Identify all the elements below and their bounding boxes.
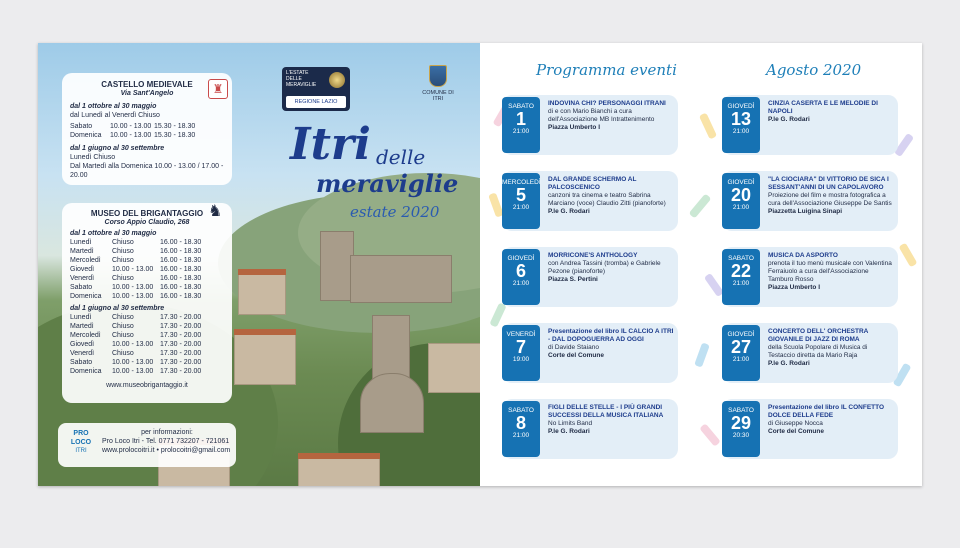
event-date-box: [722, 97, 760, 153]
contact-email[interactable]: prolocoitri@gmail.com: [160, 447, 231, 454]
event-weekday: GIOVEDÌ: [727, 331, 755, 338]
event-card: [722, 247, 898, 307]
event-description: di Giuseppe Nocca: [768, 420, 823, 427]
event-place: Piazza S. Pertini: [548, 276, 598, 283]
event-card: [502, 323, 678, 383]
regione-lazio-logo: REGIONE LAZIO: [286, 96, 346, 108]
village-roof: [234, 329, 296, 335]
event-time: 21:00: [512, 204, 530, 211]
event-place: Corte del Comune: [768, 428, 824, 435]
hours-row: Sabato 10.00 - 13.00 16.00 - 18.30: [70, 284, 202, 291]
event-card: [502, 171, 678, 231]
event-weekday: SABATO: [728, 407, 754, 414]
event-title: FIGLI DELLE STELLE - I PIÙ GRANDI SUCCESSI DELLA MUSICA ITALIANA: [548, 404, 664, 419]
museo-period2-rows: [70, 313, 224, 376]
decor-streamer: [699, 423, 721, 447]
badge-line2: DELLE: [286, 76, 302, 82]
hours-row: Lunedì Chiuso 17.30 - 20.00: [70, 314, 202, 321]
event-day: 27: [730, 337, 752, 357]
event-place: Corte del Comune: [548, 352, 604, 359]
event-card: [502, 95, 678, 155]
event-weekday: MERCOLEDÌ: [502, 179, 541, 186]
event-details: [548, 404, 674, 436]
event-description: di Davide Staiano: [548, 344, 599, 351]
cover-panel: [38, 43, 480, 486]
hours-row: Domenica 10.00 - 13.00 15.30 - 18.30: [70, 132, 196, 139]
village-house: [428, 343, 480, 393]
event-card: [722, 171, 898, 231]
museo-website[interactable]: www.museobrigantaggio.it: [106, 382, 188, 389]
brigand-icon: ♞: [208, 203, 223, 220]
event-place: P.le G. Rodari: [768, 116, 810, 123]
hours-row: Martedì Chiuso 16.00 - 18.30: [70, 248, 202, 255]
event-weekday: GIOVEDÌ: [727, 103, 755, 110]
sun-icon: [329, 72, 345, 88]
event-date-box: [502, 401, 540, 457]
event-details: [768, 404, 894, 436]
castello-period1-rows: [70, 122, 224, 140]
event-time: 21:00: [512, 280, 530, 287]
village-house: [298, 457, 380, 486]
village-house: [234, 333, 296, 385]
event-day: 6: [515, 261, 526, 281]
event-title: MORRICONE'S ANTHOLOGY: [548, 252, 638, 259]
village-house: [238, 273, 286, 315]
event-day: 8: [515, 413, 526, 433]
event-title: MUSICA DA ASPORTO: [768, 252, 838, 259]
castle-tower: [360, 373, 424, 433]
event-day: 7: [515, 337, 526, 357]
event-time: 19:00: [512, 356, 530, 363]
event-description: Proiezione del film e mostra fotografica a cura dell'Associazione Giuseppe De Santis: [768, 192, 892, 207]
decor-streamer: [699, 113, 717, 140]
event-card: [502, 247, 678, 307]
village-roof: [298, 453, 380, 459]
event-weekday: GIOVEDÌ: [727, 179, 755, 186]
museo-info-box: [62, 203, 232, 403]
hours-row: Domenica 10.00 - 13.00 17.30 - 20.00: [70, 368, 202, 375]
decor-streamer: [899, 243, 918, 268]
castle-wall: [350, 255, 452, 303]
title-delle: delle: [376, 145, 426, 169]
event-title: DAL GRANDE SCHERMO AL PALCOSCENICO: [548, 176, 637, 191]
event-card: [722, 323, 898, 383]
museo-address: Corso Appio Claudio, 268: [104, 219, 190, 226]
title-estate: estate 2020: [350, 203, 440, 221]
hours-row: Domenica 10.00 - 13.00 16.00 - 18.30: [70, 293, 202, 300]
castello-title: CASTELLO MEDIEVALE: [101, 80, 193, 89]
event-date-box: [722, 325, 760, 381]
event-day: 13: [730, 109, 752, 129]
badge-line3: MERAVIGLIE: [286, 82, 317, 88]
event-weekday: SABATO: [508, 407, 534, 414]
event-day: 20: [730, 185, 752, 205]
contact-box: [58, 423, 236, 467]
event-time: 21:00: [732, 128, 750, 135]
castello-period2: dal 1 giugno al 30 settembre: [70, 145, 165, 152]
event-day: 1: [515, 109, 526, 129]
event-description: prenota il tuo menù musicale con Valentina Ferraiuolo a cura dell'Associazione Tamburo Rosso: [768, 260, 892, 283]
crest-icon: [429, 65, 447, 87]
hours-row: Giovedì 10.00 - 13.00 17.30 - 20.00: [70, 341, 202, 348]
hours-row: Sabato 10.00 - 13.00 15.30 - 18.30: [70, 123, 196, 130]
event-description: canzoni tra cinema e teatro Sabrina Marciano (voce) Claudio Zitti (pianoforte): [548, 192, 666, 207]
title-meraviglie: meraviglie: [316, 169, 459, 198]
hours-row: Martedì Chiuso 17.30 - 20.00: [70, 323, 202, 330]
title-itri: Itri: [290, 119, 371, 170]
event-date-box: [722, 173, 760, 229]
event-time: 21:00: [512, 432, 530, 439]
museo-title: MUSEO DEL BRIGANTAGGIO: [90, 209, 204, 218]
event-date-box: [502, 325, 540, 381]
event-title: CINZIA CASERTA E LE MELODIE DI NAPOLI: [768, 100, 878, 115]
event-details: [548, 328, 674, 360]
event-time: 21:00: [732, 280, 750, 287]
event-time: 21:00: [732, 356, 750, 363]
event-title: Presentazione del libro IL CONFETTO DOLCE DELLA FEDE: [768, 404, 885, 419]
event-date-box: [722, 401, 760, 457]
proloco-logo: PRO LOCO ITRI: [70, 430, 92, 454]
event-weekday: SABATO: [728, 255, 754, 262]
event-details: [768, 176, 894, 216]
castello-period2-note: Lunedì Chiuso: [70, 154, 116, 161]
event-title: "LA CIOCIARA" DI VITTORIO DE SICA I SESSANT'ANNI DI UN CAPOLAVORO: [768, 176, 889, 191]
event-place: P.le G. Rodari: [548, 208, 590, 215]
event-title: CONCERTO DELL' ORCHESTRA GIOVANILE DI JAZZ DI ROMA: [768, 328, 869, 343]
estate-meraviglie-badge: [282, 67, 350, 111]
event-details: [768, 252, 894, 292]
event-title: INDOVINA CHI? PERSONAGGI ITRANI: [548, 100, 666, 107]
badge-line1: L'ESTATE: [286, 70, 309, 76]
event-time: 21:00: [732, 204, 750, 211]
event-details: [548, 252, 674, 284]
event-card: [722, 399, 898, 459]
contact-label: per informazioni:: [141, 429, 193, 436]
event-details: [768, 100, 894, 124]
event-weekday: VENERDÌ: [506, 331, 536, 338]
castello-period1: dal 1 ottobre al 30 maggio: [70, 103, 157, 110]
hours-row: Mercoledì Chiuso 16.00 - 18.30: [70, 257, 202, 264]
heading-programma: Programma eventi: [536, 61, 677, 79]
event-description: No Limits Band: [548, 420, 593, 427]
event-description: della Scuola Popolare di Musica di Testaccio diretta da Mario Raja: [768, 344, 868, 359]
castello-info-box: [62, 73, 232, 185]
decor-streamer: [694, 342, 710, 367]
comune-crest: COMUNE DI ITRI: [418, 65, 458, 102]
museo-period2: dal 1 giugno al 30 settembre: [70, 305, 165, 312]
hours-row: Giovedì 10.00 - 13.00 16.00 - 18.30: [70, 266, 202, 273]
decor-streamer: [689, 193, 712, 218]
event-time: 21:00: [512, 128, 530, 135]
castle-tower: [320, 231, 354, 301]
event-description: con Andrea Tassini (tromba) e Gabriele Pezone (pianoforte): [548, 260, 661, 275]
castle-icon: ♜: [208, 79, 228, 99]
event-time: 20:30: [732, 432, 750, 439]
event-weekday: GIOVEDÌ: [507, 255, 535, 262]
event-place: Piazzetta Luigina Sinapi: [768, 208, 843, 215]
program-panel: [480, 43, 922, 486]
museo-period1-rows: [70, 238, 224, 301]
hours-row: Lunedì Chiuso 16.00 - 18.30: [70, 239, 202, 246]
event-day: 29: [730, 413, 752, 433]
event-date-box: [502, 173, 540, 229]
hours-row: Mercoledì Chiuso 17.30 - 20.00: [70, 332, 202, 339]
hours-row: Venerdì Chiuso 16.00 - 18.30: [70, 275, 202, 282]
event-card: [502, 399, 678, 459]
contact-web[interactable]: www.prolocoitri.it: [102, 447, 155, 454]
hours-row: Venerdì Chiuso 17.30 - 20.00: [70, 350, 202, 357]
event-card: [722, 95, 898, 155]
bullet-icon: •: [156, 447, 161, 454]
event-date-box: [722, 249, 760, 305]
event-description: di e con Mario Bianchi a cura dell'Associazione MB Intrattenimento: [548, 108, 655, 123]
event-date-box: [502, 97, 540, 153]
event-weekday: SABATO: [508, 103, 534, 110]
event-date-box: [502, 249, 540, 305]
flyer: [38, 43, 922, 486]
event-place: Piazza Umberto I: [768, 284, 821, 291]
castello-period2-note: Dal Martedì alla Domenica 10.00 - 13.00 / 17.00 - 20.00: [70, 163, 224, 179]
castello-address: Via Sant'Angelo: [120, 90, 174, 97]
event-details: [548, 100, 674, 132]
hours-row: Sabato 10.00 - 13.00 17.30 - 20.00: [70, 359, 202, 366]
event-place: P.le G. Rodari: [548, 428, 590, 435]
decor-streamer: [489, 302, 506, 327]
contact-phone: Pro Loco Itri - Tel. 0771 732207 - 721061: [102, 438, 230, 445]
event-place: Piazza Umberto I: [548, 124, 601, 131]
heading-agosto: Agosto 2020: [766, 61, 862, 79]
event-day: 22: [730, 261, 752, 281]
village-roof: [238, 269, 286, 275]
event-details: [548, 176, 674, 216]
castello-period1-note: dal Lunedì al Venerdì Chiuso: [70, 112, 160, 119]
museo-period1: dal 1 ottobre al 30 maggio: [70, 230, 157, 237]
event-place: P.le G. Rodari: [768, 360, 810, 367]
event-details: [768, 328, 894, 368]
event-title: Presentazione del libro IL CALCIO A ITRI - DAL DOPOGUERRA AD OGGI: [548, 328, 674, 343]
event-day: 5: [515, 185, 526, 205]
